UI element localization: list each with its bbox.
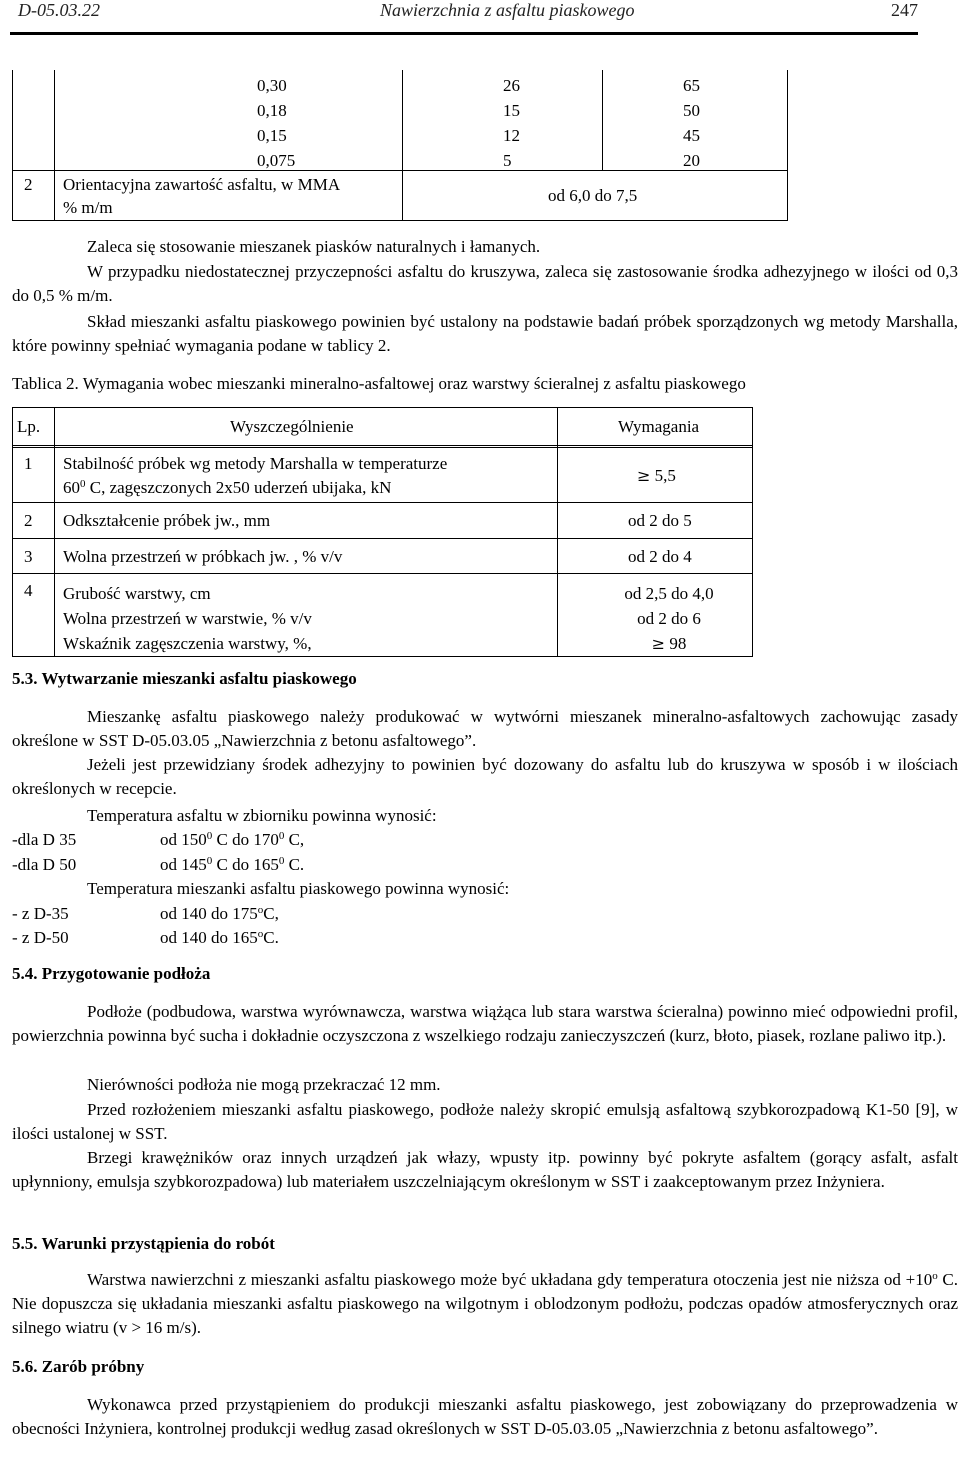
heading-5-5: 5.5. Warunki przystąpienia do robót xyxy=(12,1234,275,1253)
doc-code: D-05.03.22 xyxy=(18,0,100,20)
page-header xyxy=(10,0,918,35)
heading-5-3: 5.3. Wytwarzanie mieszanki asfaltu piaskowego xyxy=(12,669,357,688)
row2-value: od 6,0 do 7,5 xyxy=(548,186,638,205)
para-5-4-4: Brzegi krawężników oraz innych urządzeń jak włazy, wpusty itp. powinny być pokryte asfaltem (gorący asfalt, asfalt upłynniony, emulsja szybkorozpadowa) lub materiałem uszczelniającym określonym w SST i zaakceptowanym przez Inżyniera. xyxy=(12,1148,958,1191)
row2-desc2: % m/m xyxy=(63,198,113,217)
th-desc: Wyszczególnienie xyxy=(230,417,354,436)
para-5-3-2: Jeżeli jest przewidziany środek adhezyjny to powinien być dozowany do asfaltu lub do kruszywa w sposób i w ilościach określonych w recepcie. xyxy=(12,755,958,798)
max-values xyxy=(683,73,700,173)
temp-d35-value: od $150^0$ C do $170^0$ C, xyxy=(160,830,305,849)
th-lp: Lp. xyxy=(17,417,41,436)
para-adhesion: W przypadku niedostatecznej przyczepności asfaltu do kruszywa, zaleca się zastosowanie środka adhezyjnego w ilości od 0,3 do 0,5 % m/m. xyxy=(12,262,958,305)
para-5-3-4: Temperatura mieszanki asfaltu piaskowego powinna wynosić: xyxy=(87,879,510,898)
para-zaleca: Zaleca się stosowanie mieszanek piasków naturalnych i łamanych. xyxy=(87,237,541,256)
r3-lp: 3 xyxy=(24,547,33,566)
r4-values: od 2,5 do 4,0 od 2 do 6 ≥ 98 xyxy=(624,584,714,653)
row2-desc1: Orientacyjna zawartość asfaltu, w MMA xyxy=(63,175,341,194)
r1-line2: $60^0$ C, zagęszczonych 2x50 uderzeń ubijaka, kN xyxy=(63,478,392,497)
mix-d35-label: - z D-35 xyxy=(12,904,69,923)
mix-d50-label: - z D-50 xyxy=(12,928,69,947)
min-2: 12 xyxy=(503,126,520,145)
heading-5-6: 5.6. Zarób próbny xyxy=(12,1357,145,1376)
para-5-4-2: Nierówności podłoża nie mogą przekraczać 12 mm. xyxy=(87,1075,441,1094)
para-5-3-1: Mieszankę asfaltu piaskowego należy produkować w wytwórni mieszanek mineralno-asfaltowych zachowując zasady określone w SST D-05.03.05 „Nawierzchnia z betonu asfaltowego”. xyxy=(12,707,958,750)
temp-d50-value: od $145^0$ C do $165^0$ C. xyxy=(160,855,305,874)
para-5-4-3: Przed rozłożeniem mieszanki asfaltu piaskowego, podłoże należy skropić emulsją asfaltową szybkorozpadową K1-50 [9], w ilości ustalonej w SST. xyxy=(12,1100,958,1143)
max-3: 20 xyxy=(683,151,700,170)
r1-line1: Stabilność próbek wg metody Marshalla w temperaturze xyxy=(63,454,448,473)
sieve-2: 0,15 xyxy=(257,126,287,145)
min-0: 26 xyxy=(503,76,520,95)
para-5-5-1: Warstwa nawierzchni z mieszanki asfaltu piaskowego może być układana gdy temperatura otoczenia jest nie niższa od $+10^o$ C. Nie dopuszcza się układania mieszanki asfaltu piaskowego na wilgotnym i oblodzonym podłożu, podczas opadów atmosferycznych oraz silnego wiatru (v > 16 m/s). xyxy=(12,1270,958,1337)
page-number: 247 xyxy=(891,0,918,20)
r4-desc: Grubość warstwy, cm Wolna przestrzeń w warstwie, % v/v Wskaźnik zagęszczenia warstwy, %, xyxy=(63,584,312,653)
para-5-4-1: Podłoże (podbudowa, warstwa wyrównawcza, warstwa wiążąca lub stara warstwa ścieralna) powinno mieć odpowiedni profil, powierzchnia powinna być sucha i dokładnie oczyszczona z wszelkiego rodzaju zanieczyszczeń (kurz, błoto, piasek, rozlane paliwo itp.). xyxy=(12,1002,958,1045)
sieve-0: 0,30 xyxy=(257,76,287,95)
mix-d50-value: od 140 do 165$^o$C. xyxy=(160,928,279,947)
r4-lp: 4 xyxy=(24,581,33,600)
max-0: 65 xyxy=(683,76,700,95)
table-2-caption: Tablica 2. Wymagania wobec mieszanki mineralno-asfaltowej oraz warstwy ścieralnej z asfaltu piaskowego xyxy=(12,374,746,393)
r3-value: od 2 do 4 xyxy=(628,547,692,566)
min-1: 15 xyxy=(503,101,520,120)
heading-5-4: 5.4. Przygotowanie podłoża xyxy=(12,964,211,983)
para-5-3-3: Temperatura asfaltu w zbiorniku powinna wynosić: xyxy=(87,806,437,825)
max-1: 50 xyxy=(683,101,700,120)
r1-value: ≥ 5,5 xyxy=(637,466,676,485)
sieve-3: 0,075 xyxy=(257,151,296,170)
min-values xyxy=(503,73,520,173)
para-composition: Skład mieszanki asfaltu piaskowego powinien być ustalony na podstawie badań próbek sporządzonych wg metody Marshalla, które powinny spełniać wymagania podane w tablicy 2. xyxy=(12,312,958,355)
temp-d35-label: -dla D 35 xyxy=(12,830,77,849)
r1-lp: 1 xyxy=(24,454,33,473)
th-req: Wymagania xyxy=(618,417,700,436)
row2-lp: 2 xyxy=(24,175,33,194)
r2-lp: 2 xyxy=(24,511,33,530)
r2-value: od 2 do 5 xyxy=(628,511,692,530)
doc-title: Nawierzchnia z asfaltu piaskowego xyxy=(380,0,635,20)
temp-d50-label: -dla D 50 xyxy=(12,855,77,874)
mix-d35-value: od 140 do 175$^o$C, xyxy=(160,904,279,923)
min-3: 5 xyxy=(503,151,512,170)
max-2: 45 xyxy=(683,126,700,145)
r3-desc: Wolna przestrzeń w próbkach jw. , % v/v xyxy=(63,547,343,566)
sieve-1: 0,18 xyxy=(257,101,287,120)
para-5-6-1: Wykonawca przed przystąpieniem do produkcji mieszanki asfaltu piaskowego, jest zobowiązany do przeprowadzenia w obecności Inżyniera, kontrolnej produkcji według zasad określonych w SST D-05.03.05 „Nawierzchnia z betonu asfaltowego”. xyxy=(12,1395,958,1438)
r2-desc: Odkształcenie próbek jw., mm xyxy=(63,511,271,530)
sieve-list xyxy=(257,73,295,173)
